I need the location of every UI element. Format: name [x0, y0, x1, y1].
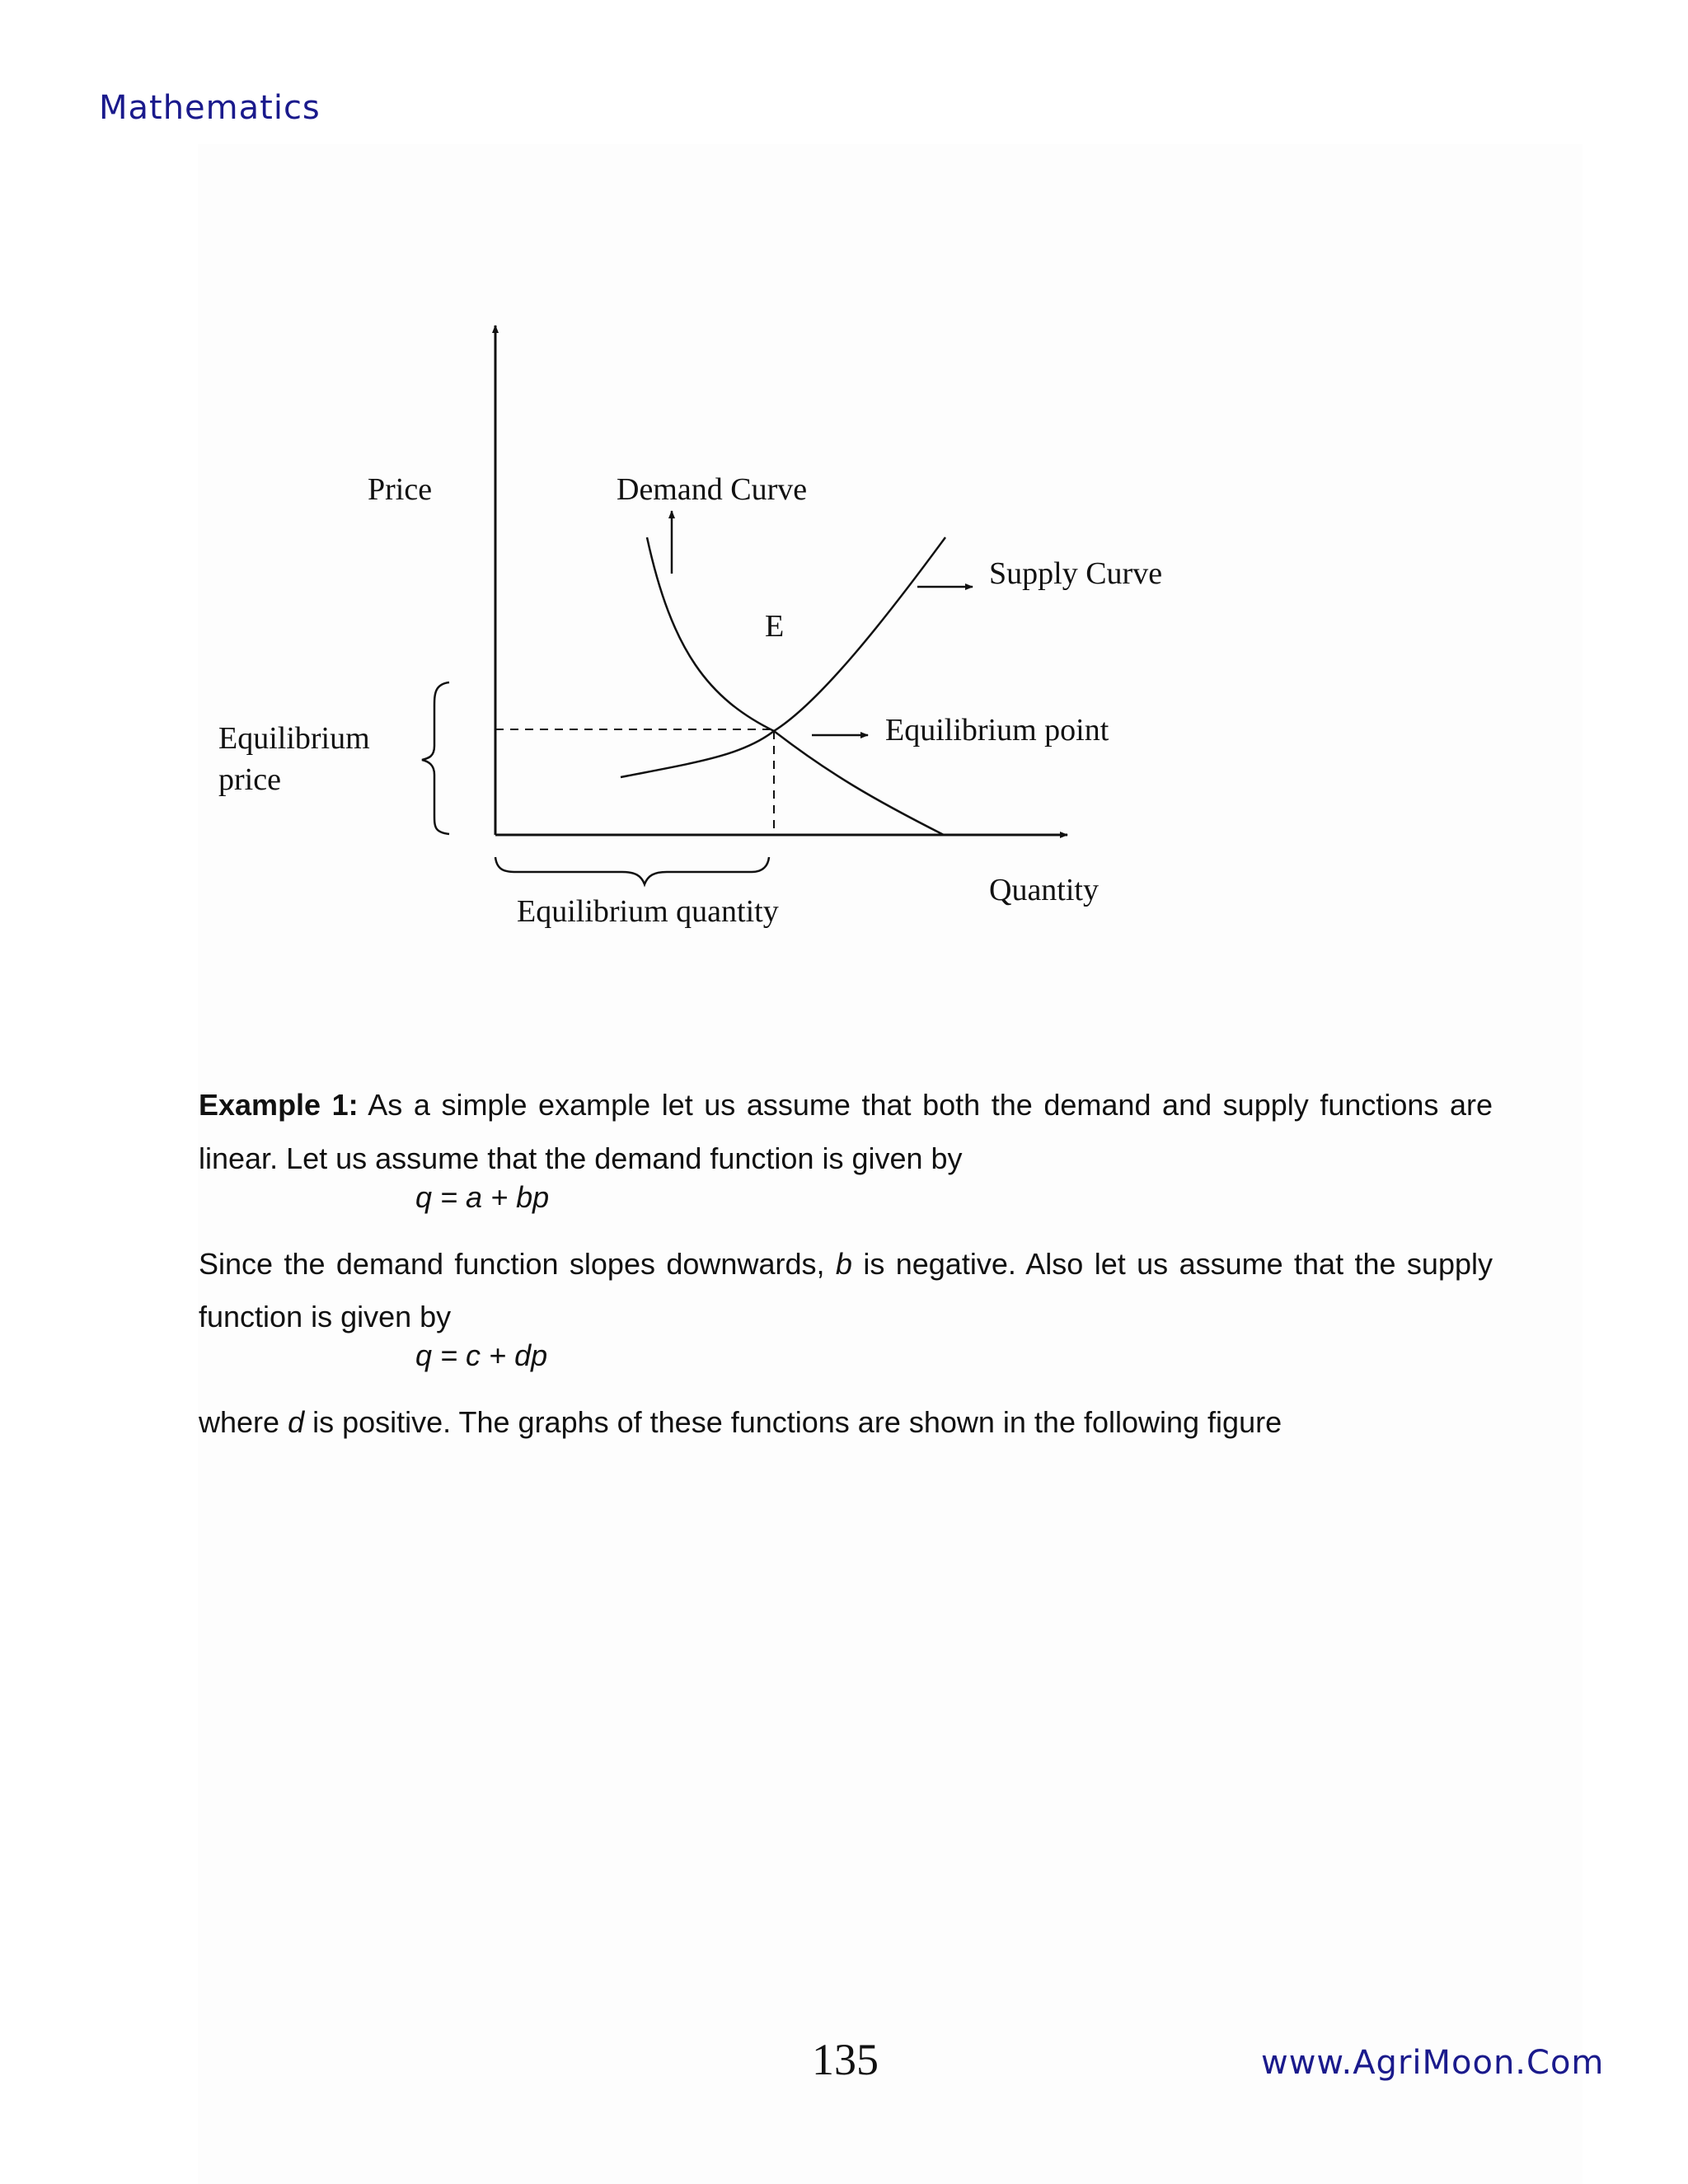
demand-curve-label: Demand Curve — [617, 472, 808, 507]
demand-curve — [647, 537, 944, 835]
equilibrium-price-label-line1: Equilibrium — [218, 721, 370, 756]
supply-curve-label: Supply Curve — [989, 556, 1163, 591]
page-number: 135 — [812, 2035, 879, 2084]
line3-end: is negative. Also let us assume that the supply — [851, 1247, 1493, 1281]
line5-start: where — [199, 1405, 288, 1439]
example-paragraph-line5 — [199, 1396, 1493, 1449]
example-paragraph-line4: function is given by — [199, 1300, 452, 1333]
example-paragraph-line2: linear. Let us assume that the demand function is given by — [199, 1141, 963, 1175]
supply-demand-diagram — [0, 0, 1688, 989]
example-paragraph-line1 — [199, 1079, 1493, 1132]
equilibrium-price-brace — [422, 682, 449, 834]
line3-start: Since the demand function slopes downwards, — [199, 1247, 836, 1281]
supply-function-formula: q = c + dp — [415, 1338, 548, 1372]
example-heading: Example 1: — [199, 1088, 359, 1122]
example-line1-text: As a simple example let us assume that both the demand and supply functions are — [368, 1088, 1493, 1122]
equilibrium-quantity-label: Equilibrium quantity — [517, 894, 779, 929]
page-header-title: Mathematics — [99, 89, 321, 127]
demand-function-formula: q = a + bp — [415, 1180, 550, 1214]
website-link[interactable]: www.AgriMoon.Com — [1261, 2044, 1605, 2082]
variable-d: d — [288, 1405, 305, 1439]
equilibrium-point-label: Equilibrium point — [885, 713, 1109, 748]
y-axis-label: Price — [368, 472, 433, 507]
equilibrium-price-label-line2: price — [218, 762, 281, 797]
x-axis-label: Quantity — [989, 873, 1099, 907]
variable-b: b — [835, 1247, 852, 1281]
equilibrium-quantity-brace — [495, 857, 769, 884]
line5-end: is positive. The graphs of these functions are shown in the following figure — [304, 1405, 1282, 1439]
example-paragraph-line3 — [199, 1238, 1493, 1291]
point-e-label: E — [765, 609, 785, 644]
